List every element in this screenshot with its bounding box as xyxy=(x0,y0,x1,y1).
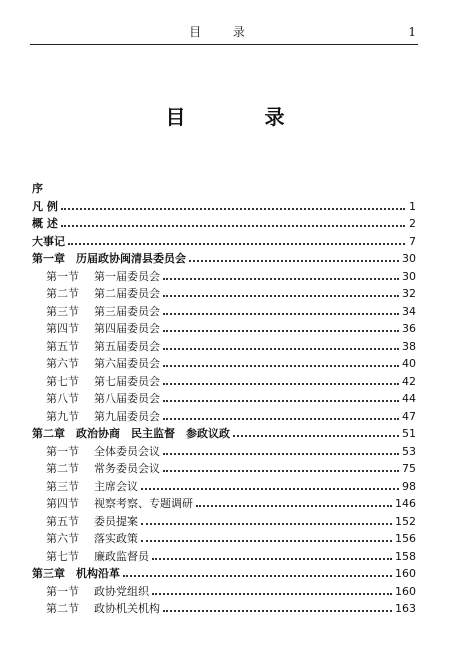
running-header-page-number: 1 xyxy=(408,25,416,39)
toc-entry-page-number: 160 xyxy=(395,584,416,598)
toc-entry-title: 历届政协闽清县委员会 xyxy=(76,252,186,265)
toc-entry-page-number: 160 xyxy=(395,567,416,580)
toc-entry-number: 第三节 xyxy=(46,304,79,318)
toc-entry[interactable] xyxy=(32,198,416,216)
running-header-title: 目 录 xyxy=(189,25,259,39)
toc-entry-page-number: 7 xyxy=(409,234,416,248)
toc-entry-title: 视察考察、专题调研 xyxy=(94,497,193,510)
toc-entry-title: 第九届委员会 xyxy=(94,409,160,423)
toc-entry-number: 第六节 xyxy=(46,532,79,545)
toc-entry-title: 第四届委员会 xyxy=(94,322,160,335)
toc-dot-leader xyxy=(163,372,399,385)
toc-entry-page-number: 158 xyxy=(395,549,416,563)
toc-dot-leader xyxy=(61,214,405,227)
toc-entry-number: 第二章 xyxy=(32,427,65,440)
toc-entry[interactable] xyxy=(32,355,416,373)
toc-dot-leader xyxy=(141,512,392,525)
toc-entry-number: 第二节 xyxy=(46,462,79,475)
toc-dot-leader xyxy=(163,319,399,332)
toc-entry-page-number: 38 xyxy=(402,339,416,353)
toc-entry-page-number: 40 xyxy=(402,357,416,370)
toc-entry[interactable] xyxy=(32,408,416,426)
toc-dot-leader xyxy=(61,197,405,210)
toc-entry[interactable] xyxy=(32,215,416,233)
toc-entry[interactable] xyxy=(32,250,416,268)
toc-entry-page-number: 156 xyxy=(395,532,416,545)
toc-dot-leader xyxy=(141,529,392,542)
toc-entry-title: 机构沿革 xyxy=(76,567,120,580)
toc-entry[interactable] xyxy=(32,320,416,338)
toc-entry-page-number: 30 xyxy=(402,269,416,283)
table-of-contents xyxy=(32,180,416,618)
toc-entry-page-number: 98 xyxy=(402,479,416,493)
toc-dot-leader xyxy=(163,389,399,402)
toc-entry[interactable] xyxy=(32,513,416,531)
toc-entry[interactable] xyxy=(32,268,416,286)
toc-entry-page-number: 146 xyxy=(395,497,416,510)
toc-entry[interactable] xyxy=(32,303,416,321)
toc-entry[interactable] xyxy=(32,373,416,391)
toc-entry[interactable] xyxy=(32,180,416,198)
toc-entry-title: 第七届委员会 xyxy=(94,374,160,388)
toc-dot-leader xyxy=(189,249,399,262)
toc-dot-leader xyxy=(163,267,399,280)
toc-entry-title: 政治协商 民主监督 参政议政 xyxy=(76,427,230,440)
toc-entry-number: 第六节 xyxy=(46,357,79,370)
toc-entry-number: 大事记 xyxy=(32,234,65,248)
toc-dot-leader xyxy=(163,407,399,420)
toc-entry[interactable] xyxy=(32,460,416,478)
toc-entry-page-number: 34 xyxy=(402,304,416,318)
toc-entry-number: 第一章 xyxy=(32,252,65,265)
toc-entry-page-number: 75 xyxy=(402,462,416,475)
toc-dot-leader xyxy=(152,582,392,595)
toc-entry-title: 第六届委员会 xyxy=(94,357,160,370)
toc-entry[interactable] xyxy=(32,565,416,583)
toc-entry-number: 第三节 xyxy=(46,479,79,493)
toc-dot-leader xyxy=(123,564,392,577)
toc-entry-title: 第一届委员会 xyxy=(94,269,160,283)
toc-entry-page-number: 53 xyxy=(402,444,416,458)
toc-dot-leader xyxy=(163,354,399,367)
toc-entry-page-number: 44 xyxy=(402,392,416,405)
toc-entry-number: 凡 例 xyxy=(32,199,58,213)
toc-entry[interactable] xyxy=(32,285,416,303)
toc-entry-title: 常务委员会议 xyxy=(94,462,160,475)
running-header xyxy=(30,24,418,45)
toc-entry-number: 第二节 xyxy=(46,287,79,300)
toc-entry[interactable] xyxy=(32,548,416,566)
toc-entry[interactable] xyxy=(32,390,416,408)
toc-dot-leader xyxy=(163,599,392,612)
toc-entry-title: 廉政监督员 xyxy=(94,549,149,563)
toc-entry-title: 第三届委员会 xyxy=(94,304,160,318)
toc-entry-title: 政协机关机构 xyxy=(94,602,160,615)
toc-dot-leader xyxy=(141,477,399,490)
toc-entry-number: 第四节 xyxy=(46,322,79,335)
toc-entry-title: 落实政策 xyxy=(94,532,138,545)
toc-entry-page-number: 47 xyxy=(402,409,416,423)
toc-entry[interactable] xyxy=(32,583,416,601)
toc-entry-number: 第一节 xyxy=(46,584,79,598)
toc-entry[interactable] xyxy=(32,478,416,496)
toc-entry[interactable] xyxy=(32,425,416,443)
toc-entry-number: 第七节 xyxy=(46,374,79,388)
toc-entry[interactable] xyxy=(32,443,416,461)
toc-dot-leader xyxy=(196,494,392,507)
toc-dot-leader xyxy=(163,459,399,472)
toc-entry-page-number: 2 xyxy=(409,217,416,230)
toc-dot-leader xyxy=(152,547,392,560)
page-title: 目 录 xyxy=(165,105,321,129)
toc-entry-number: 第三章 xyxy=(32,567,65,580)
toc-entry-number: 第七节 xyxy=(46,549,79,563)
toc-entry-number: 第九节 xyxy=(46,409,79,423)
toc-entry[interactable] xyxy=(32,338,416,356)
toc-entry-title: 主席会议 xyxy=(94,479,138,493)
toc-entry-page-number: 1 xyxy=(409,199,416,213)
toc-dot-leader xyxy=(68,232,405,245)
toc-entry-page-number: 51 xyxy=(402,427,416,440)
toc-entry-number: 第一节 xyxy=(46,444,79,458)
toc-entry-page-number: 32 xyxy=(402,287,416,300)
toc-entry[interactable] xyxy=(32,233,416,251)
toc-entry-page-number: 152 xyxy=(395,514,416,528)
toc-entry-page-number: 36 xyxy=(402,322,416,335)
toc-entry-number: 序 xyxy=(32,182,43,195)
toc-entry-number: 第五节 xyxy=(46,339,79,353)
toc-entry-title: 委员提案 xyxy=(94,514,138,528)
toc-entry-number: 第一节 xyxy=(46,269,79,283)
toc-entry-number: 第四节 xyxy=(46,497,79,510)
toc-entry-number: 第五节 xyxy=(46,514,79,528)
toc-dot-leader xyxy=(233,424,399,437)
toc-dot-leader xyxy=(163,284,399,297)
toc-dot-leader xyxy=(163,302,399,315)
toc-entry-page-number: 30 xyxy=(402,252,416,265)
toc-entry-title: 全体委员会议 xyxy=(94,444,160,458)
toc-entry-title: 第五届委员会 xyxy=(94,339,160,353)
toc-entry[interactable] xyxy=(32,600,416,618)
toc-entry-number: 第八节 xyxy=(46,392,79,405)
toc-entry-title: 政协党组织 xyxy=(94,584,149,598)
toc-entry[interactable] xyxy=(32,495,416,513)
toc-entry-page-number: 42 xyxy=(402,374,416,388)
toc-dot-leader xyxy=(46,180,405,191)
toc-dot-leader xyxy=(163,337,399,350)
toc-entry-page-number: 163 xyxy=(395,602,416,615)
toc-entry-title: 第八届委员会 xyxy=(94,392,160,405)
toc-entry-title: 第二届委员会 xyxy=(94,287,160,300)
toc-entry-number: 第二节 xyxy=(46,602,79,615)
toc-entry-number: 概 述 xyxy=(32,217,58,230)
toc-dot-leader xyxy=(163,442,399,455)
toc-entry[interactable] xyxy=(32,530,416,548)
